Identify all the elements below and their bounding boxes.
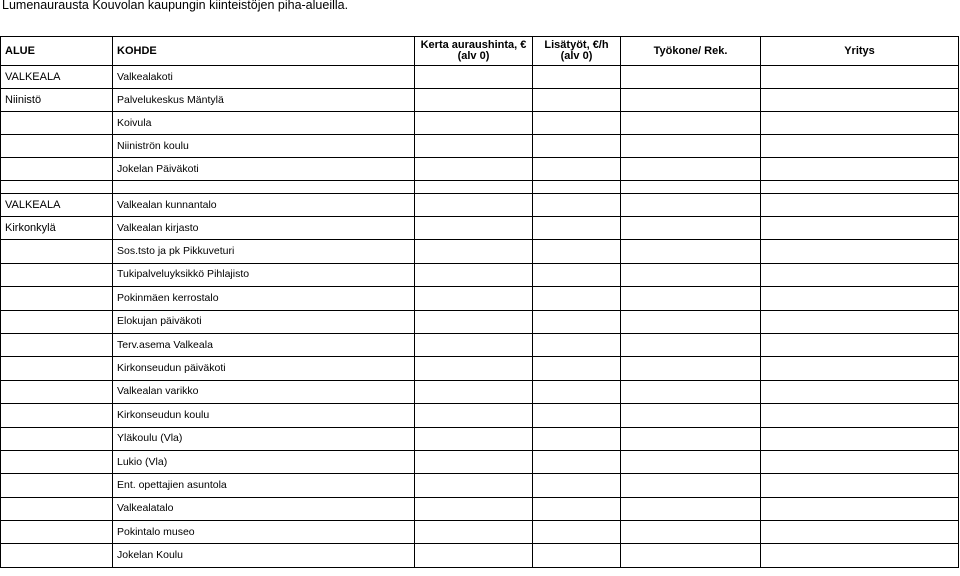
kerta-price-cell[interactable] — [415, 544, 533, 567]
kerta-price-cell[interactable] — [415, 497, 533, 520]
yritys-cell[interactable] — [761, 66, 959, 89]
lisatyot-price-cell[interactable] — [533, 497, 621, 520]
yritys-cell[interactable] — [761, 427, 959, 450]
kerta-price-cell[interactable] — [415, 194, 533, 217]
kohde-cell: Koivula — [113, 112, 415, 135]
kerta-price-cell[interactable] — [415, 474, 533, 497]
area-empty-cell — [1, 497, 113, 520]
yritys-cell[interactable] — [761, 217, 959, 240]
yritys-cell[interactable] — [761, 404, 959, 427]
kohde-cell: Lukio (Vla) — [113, 450, 415, 473]
area-empty-cell — [1, 544, 113, 567]
tyokone-cell[interactable] — [621, 287, 761, 310]
table-row — [1, 333, 959, 356]
tyokone-cell[interactable] — [621, 357, 761, 380]
table-row — [1, 287, 959, 310]
kohde-cell: Kirkonseudun päiväkoti — [113, 357, 415, 380]
lisatyot-price-cell[interactable] — [533, 66, 621, 89]
kohde-cell: Terv.asema Valkeala — [113, 333, 415, 356]
yritys-cell[interactable] — [761, 450, 959, 473]
area-empty-cell — [1, 287, 113, 310]
kerta-price-cell[interactable] — [415, 404, 533, 427]
table-row — [1, 89, 959, 112]
spacer-cell — [533, 181, 621, 194]
yritys-cell[interactable] — [761, 89, 959, 112]
lisatyot-price-cell[interactable] — [533, 427, 621, 450]
table-row — [1, 263, 959, 286]
area-cell: VALKEALA — [1, 66, 113, 89]
header-yritys: Yritys — [761, 37, 959, 66]
lisatyot-price-cell[interactable] — [533, 263, 621, 286]
area-empty-cell — [1, 404, 113, 427]
table-row — [1, 427, 959, 450]
kohde-cell: Kirkonseudun koulu — [113, 404, 415, 427]
yritys-cell[interactable] — [761, 310, 959, 333]
kerta-price-cell[interactable] — [415, 217, 533, 240]
kohde-cell: Pokinmäen kerrostalo — [113, 287, 415, 310]
tyokone-cell[interactable] — [621, 263, 761, 286]
kohde-cell: Valkealatalo — [113, 497, 415, 520]
kerta-price-cell[interactable] — [415, 521, 533, 544]
lisatyot-price-cell[interactable] — [533, 89, 621, 112]
area-empty-cell — [1, 450, 113, 473]
lisatyot-price-cell[interactable] — [533, 544, 621, 567]
table-row — [1, 66, 959, 89]
kerta-price-cell[interactable] — [415, 263, 533, 286]
lisatyot-price-cell[interactable] — [533, 521, 621, 544]
lisatyot-price-cell[interactable] — [533, 158, 621, 181]
table-row — [1, 474, 959, 497]
tyokone-cell[interactable] — [621, 450, 761, 473]
table-row — [1, 450, 959, 473]
lisatyot-price-cell[interactable] — [533, 217, 621, 240]
tyokone-cell[interactable] — [621, 521, 761, 544]
area-cell: VALKEALA — [1, 194, 113, 217]
lisatyot-price-cell[interactable] — [533, 404, 621, 427]
lisatyot-price-cell[interactable] — [533, 135, 621, 158]
yritys-cell[interactable] — [761, 240, 959, 263]
area-empty-cell — [1, 135, 113, 158]
lisatyot-price-cell[interactable] — [533, 450, 621, 473]
header-row — [1, 37, 959, 66]
kohde-cell: Niiniströn koulu — [113, 135, 415, 158]
tyokone-cell[interactable] — [621, 240, 761, 263]
lisatyot-price-cell[interactable] — [533, 112, 621, 135]
header-lisatyot — [533, 37, 621, 66]
kiinteistot-table — [0, 36, 959, 568]
tyokone-cell[interactable] — [621, 497, 761, 520]
kohde-cell: Valkealan kirjasto — [113, 217, 415, 240]
kohde-cell: Ent. opettajien asuntola — [113, 474, 415, 497]
kerta-price-cell[interactable] — [415, 66, 533, 89]
yritys-cell[interactable] — [761, 380, 959, 403]
area-empty-cell — [1, 158, 113, 181]
kerta-price-cell[interactable] — [415, 333, 533, 356]
kohde-cell: Jokelan Päiväkoti — [113, 158, 415, 181]
yritys-cell[interactable] — [761, 112, 959, 135]
kerta-price-cell[interactable] — [415, 112, 533, 135]
area-empty-cell — [1, 474, 113, 497]
spacer-cell — [415, 181, 533, 194]
tyokone-cell[interactable] — [621, 89, 761, 112]
kerta-price-cell[interactable] — [415, 380, 533, 403]
kohde-cell: Palvelukeskus Mäntylä — [113, 89, 415, 112]
header-lisatyot-line2: (alv 0) — [560, 50, 593, 62]
group-spacer — [1, 181, 959, 194]
kerta-price-cell[interactable] — [415, 135, 533, 158]
kohde-cell: Pokintalo museo — [113, 521, 415, 544]
table-row — [1, 404, 959, 427]
kohde-cell: Sos.tsto ja pk Pikkuveturi — [113, 240, 415, 263]
kerta-price-cell[interactable] — [415, 158, 533, 181]
yritys-cell[interactable] — [761, 357, 959, 380]
lisatyot-price-cell[interactable] — [533, 357, 621, 380]
yritys-cell[interactable] — [761, 544, 959, 567]
yritys-cell[interactable] — [761, 135, 959, 158]
area-empty-cell — [1, 263, 113, 286]
lisatyot-price-cell[interactable] — [533, 194, 621, 217]
tyokone-cell[interactable] — [621, 217, 761, 240]
tyokone-cell[interactable] — [621, 112, 761, 135]
tyokone-cell[interactable] — [621, 135, 761, 158]
kerta-price-cell[interactable] — [415, 357, 533, 380]
tyokone-cell[interactable] — [621, 194, 761, 217]
spacer-row — [1, 181, 959, 194]
header-kerta-aurausinta — [415, 37, 533, 66]
kohde-cell: Valkealan kunnantalo — [113, 194, 415, 217]
area-empty-cell — [1, 240, 113, 263]
table-row — [1, 357, 959, 380]
kerta-price-cell[interactable] — [415, 240, 533, 263]
area-empty-cell — [1, 427, 113, 450]
table-row — [1, 310, 959, 333]
area-empty-cell — [1, 380, 113, 403]
area-subcell: Kirkonkylä — [1, 217, 113, 240]
kohde-cell: Elokujan päiväkoti — [113, 310, 415, 333]
tyokone-cell[interactable] — [621, 310, 761, 333]
kohde-cell: Jokelan Koulu — [113, 544, 415, 567]
lisatyot-price-cell[interactable] — [533, 380, 621, 403]
yritys-cell[interactable] — [761, 194, 959, 217]
table-row — [1, 240, 959, 263]
tyokone-cell[interactable] — [621, 333, 761, 356]
header-kerta-line1: Kerta auraushinta, € — [420, 39, 527, 51]
kohde-cell: Valkealakoti — [113, 66, 415, 89]
lisatyot-price-cell[interactable] — [533, 474, 621, 497]
yritys-cell[interactable] — [761, 497, 959, 520]
spacer-cell — [1, 181, 113, 194]
table-row — [1, 217, 959, 240]
header-kohde: KOHDE — [113, 37, 415, 66]
yritys-cell[interactable] — [761, 158, 959, 181]
spacer-cell — [621, 181, 761, 194]
lisatyot-price-cell[interactable] — [533, 333, 621, 356]
document-title: Lumenaurausta Kouvolan kaupungin kiinteistöjen piha-alueilla. — [2, 0, 349, 12]
header-tyokone: Työkone/ Rek. — [621, 37, 761, 66]
table-row — [1, 544, 959, 567]
tyokone-cell[interactable] — [621, 380, 761, 403]
table-row — [1, 112, 959, 135]
area-empty-cell — [1, 112, 113, 135]
area-empty-cell — [1, 357, 113, 380]
tyokone-cell[interactable] — [621, 544, 761, 567]
spacer-cell — [761, 181, 959, 194]
yritys-cell[interactable] — [761, 521, 959, 544]
tyokone-cell[interactable] — [621, 404, 761, 427]
area-subcell: Niinistö — [1, 89, 113, 112]
table-row — [1, 380, 959, 403]
yritys-cell[interactable] — [761, 474, 959, 497]
table-row — [1, 158, 959, 181]
lisatyot-price-cell[interactable] — [533, 240, 621, 263]
area-empty-cell — [1, 310, 113, 333]
group-kirkonkyla — [1, 194, 959, 568]
lisatyot-price-cell[interactable] — [533, 287, 621, 310]
kohde-cell: Yläkoulu (Vla) — [113, 427, 415, 450]
tyokone-cell[interactable] — [621, 158, 761, 181]
kerta-price-cell[interactable] — [415, 450, 533, 473]
table-row — [1, 194, 959, 217]
lisatyot-price-cell[interactable] — [533, 310, 621, 333]
header-kerta-line2: (alv 0) — [457, 50, 490, 62]
area-empty-cell — [1, 333, 113, 356]
kerta-price-cell[interactable] — [415, 310, 533, 333]
table-row — [1, 521, 959, 544]
group-niinisto — [1, 66, 959, 181]
area-empty-cell — [1, 521, 113, 544]
kohde-cell: Valkealan varikko — [113, 380, 415, 403]
tyokone-cell[interactable] — [621, 474, 761, 497]
table-row — [1, 135, 959, 158]
yritys-cell[interactable] — [761, 333, 959, 356]
yritys-cell[interactable] — [761, 287, 959, 310]
yritys-cell[interactable] — [761, 263, 959, 286]
tyokone-cell[interactable] — [621, 427, 761, 450]
kerta-price-cell[interactable] — [415, 427, 533, 450]
tyokone-cell[interactable] — [621, 66, 761, 89]
kerta-price-cell[interactable] — [415, 89, 533, 112]
table-row — [1, 497, 959, 520]
header-lisatyot-line1: Lisätyöt, €/h — [544, 39, 609, 51]
header-alue: ALUE — [1, 37, 113, 66]
spacer-cell — [113, 181, 415, 194]
kerta-price-cell[interactable] — [415, 287, 533, 310]
kohde-cell: Tukipalveluyksikkö Pihlajisto — [113, 263, 415, 286]
